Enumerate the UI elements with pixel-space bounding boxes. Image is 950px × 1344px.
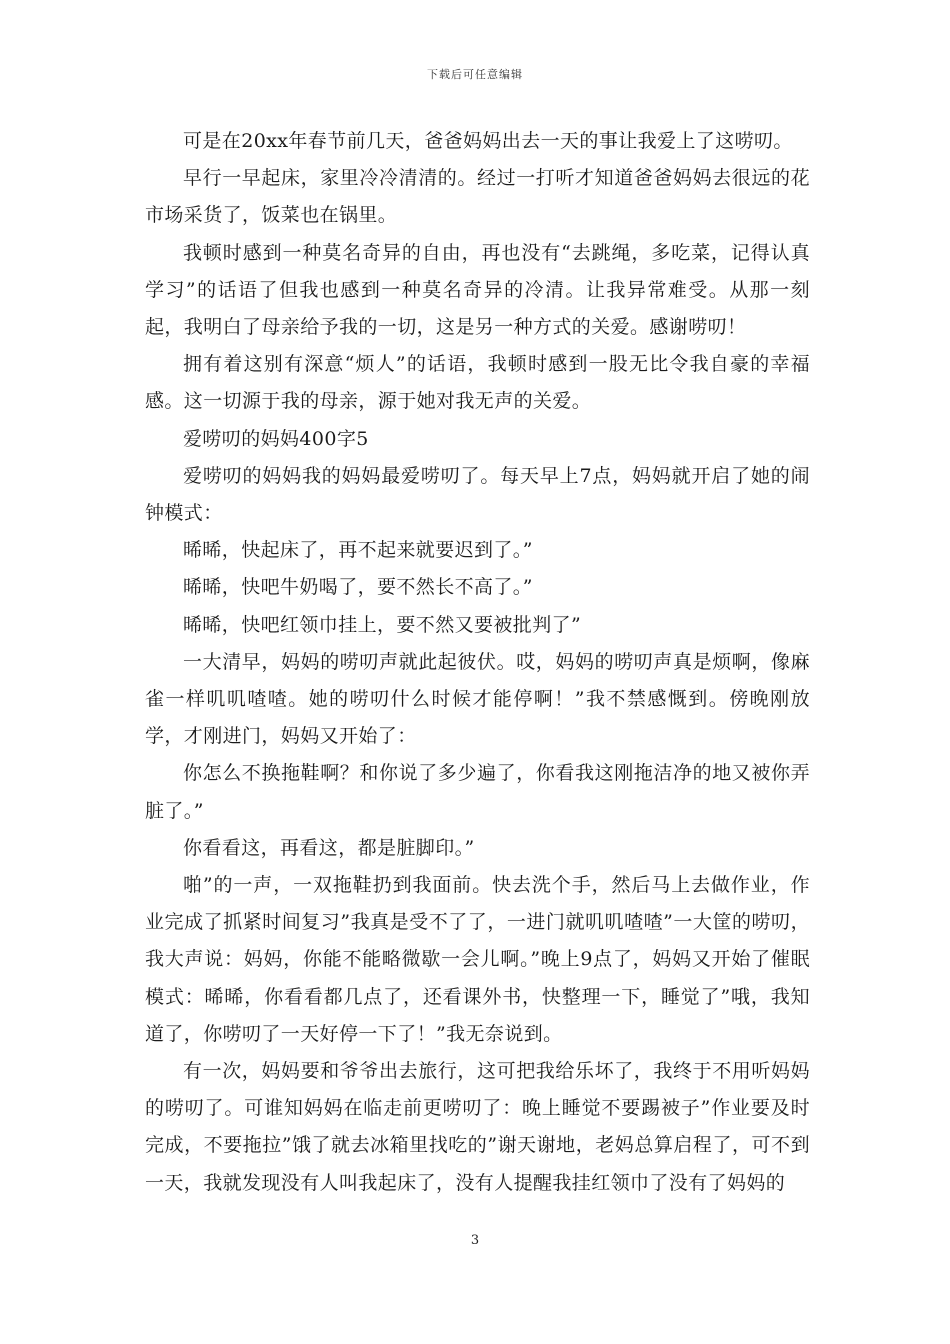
paragraph: 有一次，妈妈要和爷爷出去旅行，这可把我给乐坏了，我终于不用听妈妈的唠叨了。可谁知妈妈在临走前更唠叨了：晚上睡觉不要踢被子”作业要及时完成，不要拖拉”饿了就去冰箱里找吃的”谢天谢地，老妈总算启程了，可不到一天，我就发现没有人叫我起床了，没有人提醒我挂红领巾了没有了妈妈的	[145, 1060, 810, 1194]
page-number: 3	[470, 1233, 480, 1248]
paragraph: 晞晞，快起床了，再不起来就要迟到了。”	[183, 539, 533, 562]
section-title: 爱唠叨的妈妈400字5	[183, 427, 369, 450]
paragraph: 晞晞，快吧牛奶喝了，要不然长不高了。”	[183, 576, 533, 599]
document-body	[145, 123, 810, 1202]
paragraph: 你看看这，再看这，都是脏脚印。”	[183, 836, 475, 859]
paragraph: 啪”的一声，一双拖鞋扔到我面前。快去洗个手，然后马上去做作业，作业完成了抓紧时间复习”我真是受不了了，一进门就叽叽喳喳”一大筐的唠叨，我大声说：妈妈，你能不能略微歇一会儿啊。”晚上9点了，妈妈又开始了催眠模式：晞晞，你看看都几点了，还看课外书，快整理一下，睡觉了”哦，我知道了，你唠叨了一天好停一下了！”我无奈说到。	[145, 874, 810, 1045]
paragraph: 你怎么不换拖鞋啊？和你说了多少遍了，你看我这刚拖洁净的地又被你弄脏了。”	[145, 762, 810, 822]
paragraph: 晞晞，快吧红领巾挂上，要不然又要被批判了”	[183, 613, 582, 636]
page-header: 下载后可任意编辑	[427, 68, 523, 81]
paragraph: 早行一早起床，家里冷冷清清的。经过一打听才知道爸爸妈妈去很远的花市场采货了，饭菜也在锅里。	[145, 167, 810, 227]
paragraph: 我顿时感到一种莫名奇异的自由，再也没有“去跳绳，多吃菜，记得认真学习”的话语了但我也感到一种莫名奇异的冷清。让我异常难受。从那一刻起，我明白了母亲给予我的一切，这是另一种方式的关爱。感谢唠叨！	[145, 241, 810, 339]
paragraph: 拥有着这别有深意“烦人”的话语，我顿时感到一股无比令我自豪的幸福感。这一切源于我的母亲，源于她对我无声的关爱。	[145, 353, 810, 413]
paragraph: 一大清早，妈妈的唠叨声就此起彼伏。哎，妈妈的唠叨声真是烦啊，像麻雀一样叽叽喳喳。她的唠叨什么时候才能停啊！”我不禁感慨到。傍晚刚放学，才刚进门，妈妈又开始了：	[145, 650, 810, 748]
paragraph: 爱唠叨的妈妈我的妈妈最爱唠叨了。每天早上7点，妈妈就开启了她的闹钟模式：	[145, 464, 810, 525]
paragraph: 可是在20xx年春节前几天，爸爸妈妈出去一天的事让我爱上了这唠叨。	[183, 130, 793, 152]
